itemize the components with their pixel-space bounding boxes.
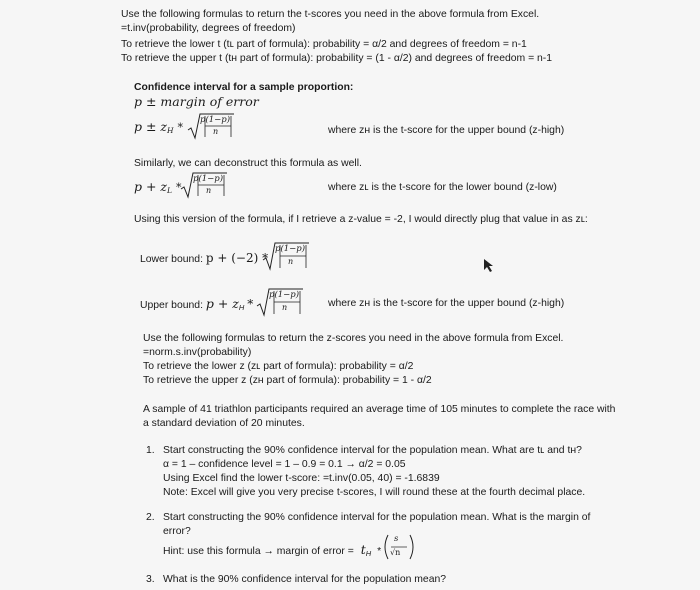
using-text: Using this version of the formula, if I retrieve a z-value = -2, I would directly plug that value in as zʟ: xyxy=(134,214,588,225)
intro-line-1: Use the following formulas to return the t-scores you need in the above formula from Excel. xyxy=(121,9,540,20)
upper-bound-line: Upper bound: $p + z_H$ * xyxy=(140,296,254,312)
frac-den-1: n xyxy=(213,127,219,136)
hint-frac-den: √n xyxy=(390,548,401,557)
question-2-text-2: error? xyxy=(163,526,191,537)
intro-line-4: To retrieve the upper t (tʜ part of formula): probability = (1 - α/2) and degrees of freedom = n-1 xyxy=(121,53,553,64)
question-3-number: 3. xyxy=(146,574,155,585)
ci-heading: Confidence interval for a sample proportion: xyxy=(134,82,354,93)
frac-num-2: p(1−p) xyxy=(193,174,224,184)
frac-den-4: n xyxy=(282,303,288,312)
where-lower: where zʟ is the t-score for the lower bound (z-low) xyxy=(328,182,557,193)
frac-num-4: p(1−p) xyxy=(269,290,300,300)
similarly-formula: $p + z_L$ * xyxy=(134,179,182,195)
frac-den-2: n xyxy=(206,186,212,195)
similarly-text: Similarly, we can deconstruct this formula as well. xyxy=(134,158,362,169)
zscore-line-3: To retrieve the lower z (zʟ part of formula): probability = α/2 xyxy=(143,361,414,372)
lower-bound-line: Lower bound: p + (−2) * xyxy=(140,251,269,265)
ci-formula-1: p ± margin of error xyxy=(134,94,259,109)
frac-num-1: p(1−p) xyxy=(200,115,231,125)
ci-formula-2: $p \pm z_H$ * xyxy=(134,119,184,135)
problem-line-2: a standard deviation of 20 minutes. xyxy=(143,418,305,429)
where-upper-2: where zʜ is the t-score for the upper bound (z-high) xyxy=(328,298,565,309)
mouse-cursor-icon xyxy=(484,259,496,273)
hint-frac-num: s xyxy=(394,534,399,544)
question-1-number: 1. xyxy=(146,445,155,456)
where-upper-1: where zʜ is the t-score for the upper bound (z-high) xyxy=(328,125,565,136)
frac-den-3: n xyxy=(288,257,294,266)
question-1-text: Start constructing the 90% confidence interval for the population mean. What are tʟ and tʜ? xyxy=(163,445,582,456)
intro-line-3: To retrieve the lower t (tʟ part of formula): probability = α/2 and degrees of freedom = n-1 xyxy=(121,39,527,50)
problem-line-1: A sample of 41 triathlon participants required an average time of 105 minutes to complete the race with xyxy=(143,404,616,415)
zscore-line-1: Use the following formulas to return the z-scores you need in the above formula from Excel. xyxy=(143,333,564,344)
question-2-number: 2. xyxy=(146,512,155,523)
zscore-line-2: =norm.s.inv(probability) xyxy=(143,347,252,358)
question-2-text: Start constructing the 90% confidence interval for the population mean. What is the margin of xyxy=(163,512,591,523)
question-1-excel: Using Excel find the lower t-score: =t.inv(0.05, 40) = -1.6839 xyxy=(163,473,440,484)
question-3-text: What is the 90% confidence interval for the population mean? xyxy=(163,574,447,585)
question-2-hint: Hint: use this formula → margin of error = $t_H$ * xyxy=(163,542,382,558)
question-1-note: Note: Excel will give you very precise t-scores, I will round these at the fourth decimal place. xyxy=(163,487,586,498)
question-1-alpha: α = 1 – confidence level = 1 – 0.9 = 0.1 → α/2 = 0.05 xyxy=(163,459,406,470)
zscore-line-4: To retrieve the upper z (zʜ part of formula): probability = 1 - α/2 xyxy=(143,375,432,386)
intro-line-2: =t.inv(probability, degrees of freedom) xyxy=(121,23,296,34)
frac-num-3: p(1−p) xyxy=(275,244,306,254)
